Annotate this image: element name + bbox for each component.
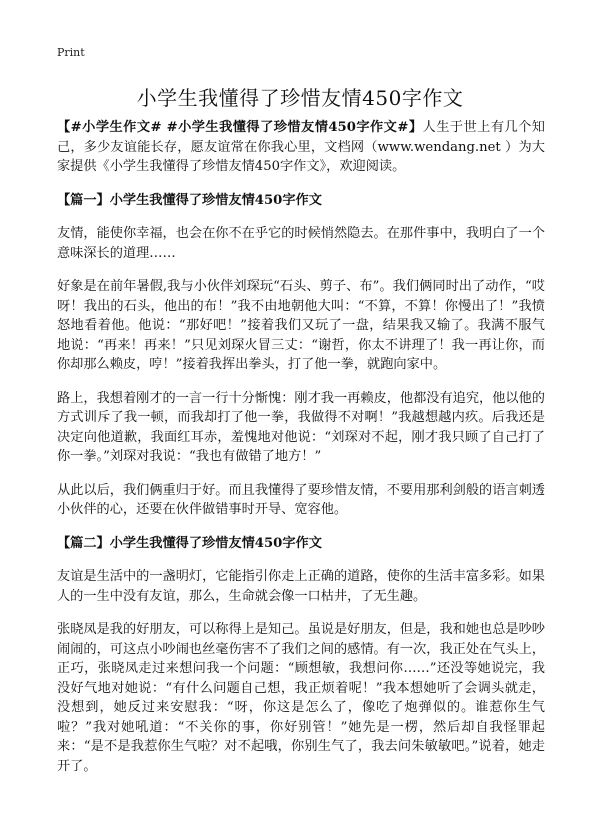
intro-text: 人生于世上有几个知己，多少友谊能长存，愿友谊常在你我心里，文档网（www.wendang.net ）为大家提供《小学生我懂得了珍惜友情450字作文》，欢迎阅读。 (57, 120, 545, 174)
section2-paragraph: 友谊是生活中的一盏明灯，它能指引你走上正确的道路，使你的生活丰富多彩。如果人的一生中没有友谊，那么，生命就会像一口枯井，了无生趣。 (57, 569, 545, 604)
intro-paragraph (57, 118, 545, 177)
section-heading-2: 【篇二】小学生我懂得了珍惜友情450字作文 (57, 535, 322, 551)
section1-paragraph: 好象是在前年暑假,我与小伙伴刘琛玩“石头、剪子、布”。我们俩同时出了动作，“哎呀！我出的石头，他出的布！”我不由地朝他大叫：“不算，不算！你慢出了！”我愤怒地看着他。他说：“那好吧！”接着我们又玩了一盘，结果我又输了。我满不服气地说：“再来！再来！”只见刘琛火冒三丈：“谢哲，你太不讲理了！我一再让你，而你却那么赖皮，哼！”接着我挥出拳头，打了他一拳，就跑向家中。 (57, 279, 545, 372)
page-title: 小学生我懂得了珍惜友情450字作文 (136, 86, 464, 110)
section1-paragraph: 路上，我想着刚才的一言一行十分惭愧：刚才我一再赖皮，他都没有追究，他以他的方式训斥了我一顿，而我却打了他一拳，我做得不对啊！”我越想越内疚。后我还是决定向他道歉，我面红耳赤，羞愧地对他说：“刘琛对不起，刚才我只顾了自己打了你一拳。”刘琛对我说：“我也有做错了地方！” (57, 390, 545, 464)
section-heading-1: 【篇一】小学生我懂得了珍惜友情450字作文 (57, 192, 322, 208)
section2-paragraph: 张晓凤是我的好朋友，可以称得上是知己。虽说是好朋友，但是，我和她也总是吵吵闹闹的，可这点小吵闹也丝毫伤害不了我们之间的感情。有一次，我正处在气头上，正巧，张晓凤走过来想问我一个问题：“顾想敏，我想问你……”还没等她说完，我没好气地对她说：“有什么问题自己想，我正烦着呢！”我本想她听了会调头就走，没想到，她反过来安慰我：“呀，你这是怎么了，像吃了炮弹似的。谁惹你生气啦？”我对她吼道：“不关你的事，你好别管！”她先是一楞，然后却自我怪罪起来：“是不是我惹你生气啦？对不起哦，你别生气了，我去问朱敏敏吧。”说着，她走开了。 (57, 622, 545, 774)
section1-paragraph: 友情，能使你幸福，也会在你不在乎它的时候悄然隐去。在那件事中，我明白了一个意味深长的道理…… (57, 226, 545, 261)
print-label: Print (57, 46, 85, 59)
section1-paragraph: 从此以后，我们俩重归于好。而且我懂得了要珍惜友情，不要用那利剑般的语言刺透小伙伴的心，还要在伙伴做错事时开导、宽容他。 (57, 482, 545, 517)
intro-tag: 【#小学生作文# #小学生我懂得了珍惜友情450字作文#】 (57, 120, 423, 135)
article-body (57, 118, 545, 790)
